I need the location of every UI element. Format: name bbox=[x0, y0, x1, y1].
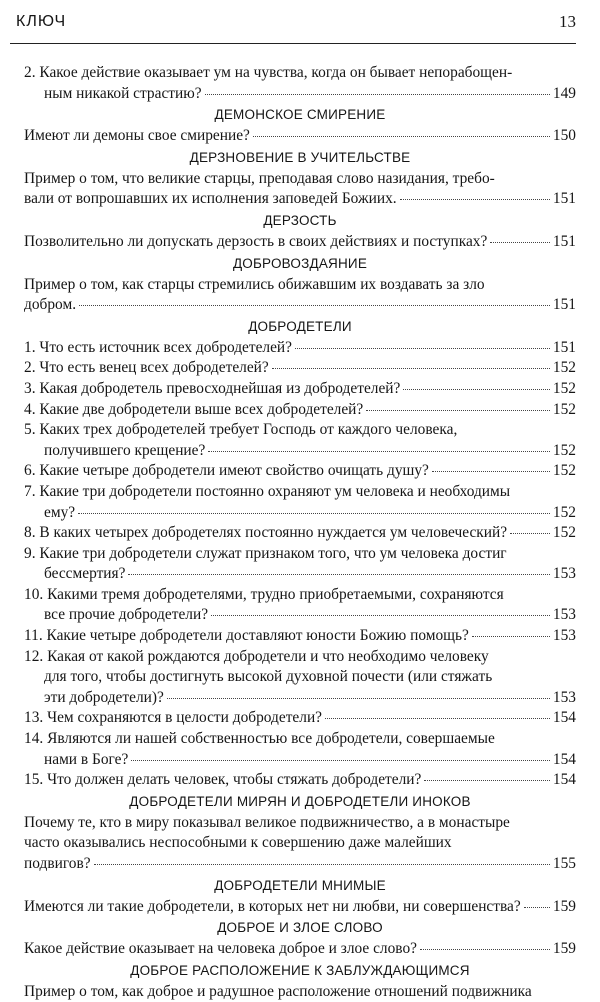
index-entry bbox=[24, 585, 576, 626]
index-entry bbox=[24, 897, 576, 918]
entry-text: все прочие добродетели? bbox=[44, 606, 209, 624]
entry-page-number: 152 bbox=[552, 524, 576, 542]
entry-text: 8. В каких четырех добродетелях постоянно нуждается ум человеческий? bbox=[24, 524, 508, 542]
entry-last-line bbox=[24, 126, 576, 147]
dot-leader bbox=[510, 533, 550, 534]
index-entry bbox=[24, 379, 576, 400]
entry-line: Пример о том, как старцы стремились обижавшим их воздавать за зло bbox=[24, 275, 485, 293]
section-heading: ДОБРОЕ И ЗЛОЕ СЛОВО bbox=[217, 920, 383, 936]
section-heading: ДОБРОДЕТЕЛИ МНИМЫЕ bbox=[214, 877, 386, 893]
index-entry bbox=[24, 626, 576, 647]
index-entry bbox=[24, 544, 576, 585]
entry-last-line bbox=[24, 605, 576, 626]
entry-line: 5. Каких трех добродетелей требует Господь от каждого человека, bbox=[24, 421, 458, 439]
dot-leader bbox=[325, 718, 550, 719]
entry-last-line bbox=[24, 84, 576, 105]
index-list bbox=[24, 63, 576, 1002]
entry-text: нами в Боге? bbox=[44, 750, 129, 768]
entry-last-line bbox=[24, 982, 576, 1002]
entry-last-line bbox=[24, 441, 576, 462]
index-entry bbox=[24, 169, 576, 210]
entry-line: для того, чтобы достигнуть высокой духовной почести (или стяжать bbox=[44, 668, 493, 686]
entry-last-line bbox=[24, 338, 576, 359]
entry-text: 1. Что есть источник всех добродетелей? bbox=[24, 338, 292, 356]
section-heading: ДЕРЗОСТЬ bbox=[263, 212, 337, 228]
entry-last-line bbox=[24, 379, 576, 400]
entry-text: ему? bbox=[44, 503, 76, 521]
running-head-title: КЛЮЧ bbox=[16, 13, 67, 30]
entry-page-number: 152 bbox=[552, 462, 576, 480]
entry-text: ным никакой страстию? bbox=[44, 84, 202, 102]
index-entry bbox=[24, 338, 576, 359]
entry-last-line bbox=[24, 897, 576, 918]
entry-last-line bbox=[24, 358, 576, 379]
entry-last-line bbox=[24, 295, 576, 316]
entry-page-number: 159 bbox=[552, 897, 576, 915]
index-entry bbox=[24, 275, 576, 316]
entry-page-number: 154 bbox=[552, 750, 576, 768]
dot-leader bbox=[94, 864, 550, 865]
dot-leader bbox=[366, 410, 550, 411]
entry-text: Позволительно ли допускать дерзость в своих действиях и поступках? bbox=[24, 232, 488, 250]
index-entry bbox=[24, 126, 576, 147]
entry-line: 9. Какие три добродетели служат признаком того, что ум человека достиг bbox=[24, 544, 507, 562]
dot-leader bbox=[208, 451, 550, 452]
index-entry bbox=[24, 647, 576, 709]
running-head bbox=[10, 10, 576, 44]
dot-leader bbox=[79, 305, 550, 306]
index-entry bbox=[24, 232, 576, 253]
entry-text: эти добродетели)? bbox=[44, 688, 164, 706]
entry-line: 10. Какими тремя добродетелями, трудно приобретаемыми, сохраняются bbox=[24, 585, 504, 603]
dot-leader bbox=[131, 760, 550, 761]
index-entry bbox=[24, 939, 576, 960]
index-entry bbox=[24, 770, 576, 791]
entry-line: 2. Какое действие оказывает ум на чувства, когда он бывает непорабощен- bbox=[24, 64, 513, 81]
entry-text: добром. bbox=[24, 296, 77, 314]
entry-page-number: 152 bbox=[552, 441, 576, 459]
index-entry bbox=[24, 63, 576, 104]
dot-leader bbox=[472, 636, 550, 637]
entry-last-line bbox=[24, 854, 576, 875]
entry-line: часто оказывались неспособными к совершению даже малейших bbox=[24, 834, 452, 852]
entry-page-number: 151 bbox=[552, 190, 576, 208]
entry-text: 11. Какие четыре добродетели доставляют юности Божию помощь? bbox=[24, 627, 469, 645]
index-entry bbox=[24, 708, 576, 729]
dot-leader bbox=[295, 348, 550, 349]
entry-last-line bbox=[24, 564, 576, 585]
entry-page-number: 155 bbox=[552, 855, 576, 872]
entry-page-number: 149 bbox=[552, 84, 576, 102]
entry-page-number: 153 bbox=[552, 565, 576, 583]
dot-leader bbox=[490, 242, 550, 243]
entry-last-line bbox=[24, 523, 576, 544]
dot-leader bbox=[432, 471, 550, 472]
index-entry bbox=[24, 482, 576, 523]
index-entry bbox=[24, 982, 576, 1002]
entry-text: 15. Что должен делать человек, чтобы стяжать добродетели? bbox=[24, 771, 422, 789]
dot-leader bbox=[424, 780, 550, 781]
dot-leader bbox=[128, 574, 549, 575]
entry-last-line bbox=[24, 461, 576, 482]
dot-leader bbox=[272, 368, 550, 369]
entry-page-number: 153 bbox=[552, 606, 576, 624]
section-heading: ДЕМОНСКОЕ СМИРЕНИЕ bbox=[214, 107, 386, 123]
entry-last-line bbox=[24, 688, 576, 709]
entry-page-number: 154 bbox=[552, 709, 576, 727]
dot-leader bbox=[167, 698, 550, 699]
entry-line: Пример о том, что великие старцы, преподавая слово назидания, требо- bbox=[24, 169, 495, 187]
section-heading: ДОБРОДЕТЕЛИ bbox=[248, 318, 352, 334]
dot-leader bbox=[78, 513, 550, 514]
entry-text: 4. Какие две добродетели выше всех добродетелей? bbox=[24, 400, 364, 418]
entry-last-line bbox=[24, 750, 576, 771]
entry-line: 12. Какая от какой рождаются добродетели и что необходимо человеку bbox=[24, 647, 489, 665]
entry-page-number: 154 bbox=[552, 771, 576, 789]
entry-page-number: 151 bbox=[552, 296, 576, 314]
entry-last-line bbox=[24, 770, 576, 791]
entry-text: подвигов? bbox=[24, 855, 91, 872]
index-entry bbox=[24, 729, 576, 770]
entry-last-line bbox=[24, 708, 576, 729]
index-entry bbox=[24, 813, 576, 875]
entry-text: Пример о том, как доброе и радушное расположение отношений подвижника bbox=[24, 982, 532, 1000]
entry-text: Имеются ли такие добродетели, в которых нет ни любви, ни совершенства? bbox=[24, 897, 521, 915]
entry-line: 14. Являются ли нашей собственностью все добродетели, совершаемые bbox=[24, 730, 495, 748]
entry-page-number: 153 bbox=[552, 627, 576, 645]
entry-page-number: 153 bbox=[552, 688, 576, 706]
entry-page-number: 152 bbox=[552, 379, 576, 397]
entry-page-number: 159 bbox=[552, 940, 576, 958]
entry-last-line bbox=[24, 232, 576, 253]
entry-page-number: 150 bbox=[552, 127, 576, 145]
entry-text: 2. Что есть венец всех добродетелей? bbox=[24, 359, 269, 377]
page-number: 13 bbox=[559, 12, 576, 31]
dot-leader bbox=[400, 199, 550, 200]
dot-leader bbox=[211, 615, 550, 616]
entry-last-line bbox=[24, 400, 576, 421]
entry-page-number: 152 bbox=[552, 400, 576, 418]
index-entry bbox=[24, 420, 576, 461]
section-heading: ДОБРОВОЗДАЯНИЕ bbox=[232, 255, 368, 271]
index-entry bbox=[24, 523, 576, 544]
dot-leader bbox=[524, 907, 550, 908]
dot-leader bbox=[420, 949, 550, 950]
entry-last-line bbox=[24, 189, 576, 210]
entry-last-line bbox=[24, 626, 576, 647]
dot-leader bbox=[403, 389, 550, 390]
entry-page-number: 152 bbox=[552, 503, 576, 521]
entry-text: 13. Чем сохраняются в целости добродетели? bbox=[24, 709, 323, 727]
entry-text: 3. Какая добродетель превосходнейшая из добродетелей? bbox=[24, 379, 401, 397]
header-rule bbox=[10, 43, 576, 44]
entry-line: 7. Какие три добродетели постоянно охраняют ум человека и необходимы bbox=[24, 482, 511, 500]
entry-page-number: 152 bbox=[552, 359, 576, 377]
section-heading: ДЕРЗНОВЕНИЕ В УЧИТЕЛЬСТВЕ bbox=[189, 149, 411, 165]
entry-page-number: 151 bbox=[552, 338, 576, 356]
dot-leader bbox=[205, 94, 550, 95]
section-heading: ДОБРОЕ РАСПОЛОЖЕНИЕ К ЗАБЛУЖДАЮЩИМСЯ bbox=[130, 962, 470, 978]
entry-text: Имеют ли демоны свое смирение? bbox=[24, 127, 250, 145]
entry-last-line bbox=[24, 503, 576, 524]
entry-text: вали от вопрошавших их исполнения заповедей Божиих. bbox=[24, 190, 397, 208]
entry-line: Почему те, кто в миру показывал великое подвижничество, а в монастыре bbox=[24, 813, 510, 831]
entry-text: 6. Какие четыре добродетели имеют свойство очищать душу? bbox=[24, 462, 429, 480]
index-entry bbox=[24, 461, 576, 482]
entry-text: получившего крещение? bbox=[44, 441, 206, 459]
index-entry bbox=[24, 358, 576, 379]
entry-text: Какое действие оказывает на человека доброе и злое слово? bbox=[24, 940, 417, 958]
entry-page-number: 151 bbox=[552, 232, 576, 250]
dot-leader bbox=[253, 136, 550, 137]
entry-text: бессмертия? bbox=[44, 565, 126, 583]
index-entry bbox=[24, 400, 576, 421]
section-heading: ДОБРОДЕТЕЛИ МИРЯН И ДОБРОДЕТЕЛИ ИНОКОВ bbox=[129, 793, 471, 809]
entry-last-line bbox=[24, 939, 576, 960]
